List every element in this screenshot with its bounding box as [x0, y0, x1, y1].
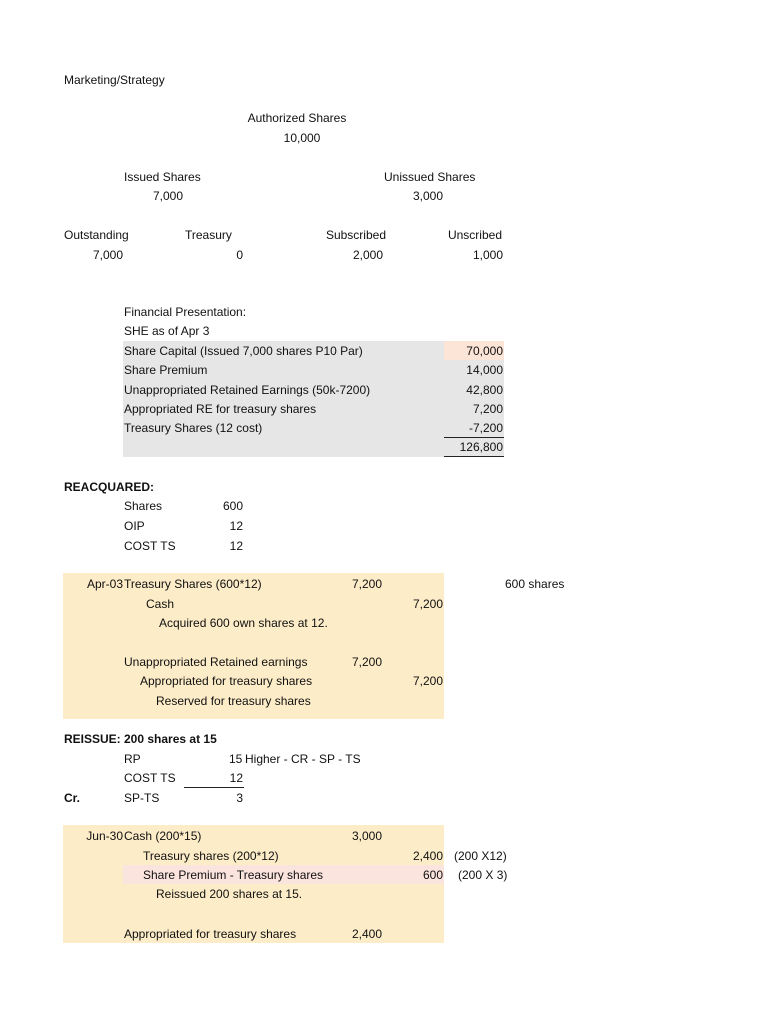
reissue-sp-value: 3: [236, 791, 243, 805]
journal3-debit-account: Cash (200*15): [124, 829, 202, 843]
outstanding-label: Outstanding: [64, 228, 129, 242]
journal1-note: 600 shares: [505, 577, 565, 591]
journal1-debit-account: Treasury Shares (600*12): [124, 577, 262, 591]
reissue-rp-value: 15: [229, 752, 243, 766]
journal2-debit-account: Unappropriated Retained earnings: [124, 655, 308, 669]
total-top-rule: [444, 437, 504, 438]
subscribed-value: 2,000: [352, 248, 383, 262]
total-bottom-rule: [444, 456, 504, 457]
presentation-subheading: SHE as of Apr 3: [124, 324, 210, 338]
journal1-credit-amount: 7,200: [412, 597, 443, 611]
journal3-date: Jun-30: [86, 829, 123, 843]
presentation-total: 126,800: [459, 440, 503, 454]
reissue-sp-label: SP-TS: [124, 791, 160, 805]
authorized-shares-label: Authorized Shares: [247, 111, 347, 125]
reissue-rp-note: Higher - CR - SP - TS: [245, 752, 361, 766]
journal4-debit-account: Appropriated for treasury shares: [124, 927, 297, 941]
reissue-heading: REISSUE: 200 shares at 15: [64, 732, 217, 746]
reacquired-cost-value: 12: [229, 539, 243, 553]
table-row-value: 7,200: [472, 402, 503, 416]
issued-shares-value: 7,000: [152, 189, 183, 203]
table-row-label: Treasury Shares (12 cost): [124, 421, 263, 435]
unscribed-label: Unscribed: [447, 228, 502, 242]
journal2-credit-amount: 7,200: [412, 674, 443, 688]
journal1-credit-account: Cash: [146, 597, 175, 611]
journal1-debit-amount: 7,200: [351, 577, 382, 591]
reacquired-oip-value: 12: [229, 519, 243, 533]
table-row-label: Appropriated RE for treasury shares: [124, 402, 317, 416]
reacquired-cost-label: COST TS: [124, 539, 176, 553]
journal3-explanation: Reissued 200 shares at 15.: [156, 887, 303, 901]
journal4-debit-amount: 2,400: [351, 927, 382, 941]
journal3-credit1-amount: 2,400: [412, 849, 443, 863]
journal3-credit1-account: Treasury shares (200*12): [143, 849, 279, 863]
presentation-heading: Financial Presentation:: [124, 305, 247, 319]
reissue-cost-value: 12: [229, 771, 243, 785]
table-row-label: Unappropriated Retained Earnings (50k-7200): [124, 383, 371, 397]
table-row-label: Share Premium: [124, 363, 208, 377]
reacquired-heading: REACQUARED:: [64, 480, 154, 494]
unscribed-value: 1,000: [472, 248, 503, 262]
table-row-value: 14,000: [466, 363, 503, 377]
treasury-label: Treasury: [185, 228, 232, 242]
unissued-shares-value: 3,000: [412, 189, 443, 203]
page-title: Marketing/Strategy: [64, 73, 165, 87]
treasury-value: 0: [236, 248, 243, 262]
subscribed-label: Subscribed: [325, 228, 386, 242]
table-row-label: Share Capital (Issued 7,000 shares P10 Par): [124, 344, 363, 358]
authorized-shares-value: 10,000: [283, 131, 321, 145]
journal3-credit2-amount: 600: [422, 868, 443, 882]
reacquired-shares-label: Shares: [124, 499, 163, 513]
journal3-credit2-account: Share Premium - Treasury shares: [143, 868, 324, 882]
table-row-value: 70,000: [466, 344, 503, 358]
reissue-cr-label: Cr.: [64, 791, 81, 805]
journal3-credit1-note: (200 X12): [454, 849, 507, 863]
reacquired-shares-value: 600: [222, 499, 243, 513]
journal3-debit-amount: 3,000: [351, 829, 382, 843]
unissued-shares-label: Unissued Shares: [384, 170, 476, 184]
journal2-explanation: Reserved for treasury shares: [156, 694, 311, 708]
journal1-explanation: Acquired 600 own shares at 12.: [159, 616, 328, 630]
reissue-rp-label: RP: [124, 752, 141, 766]
reacquired-oip-label: OIP: [124, 519, 145, 533]
journal1-date: Apr-03: [86, 577, 123, 591]
table-row-value: -7,200: [468, 421, 503, 435]
journal2-debit-amount: 7,200: [351, 655, 382, 669]
reissue-cost-label: COST TS: [124, 771, 176, 785]
reissue-subtotal-rule: [184, 787, 244, 788]
journal2-credit-account: Appropriated for treasury shares: [140, 674, 313, 688]
issued-shares-label: Issued Shares: [124, 170, 201, 184]
table-row-value: 42,800: [466, 383, 503, 397]
outstanding-value: 7,000: [92, 248, 123, 262]
journal3-credit2-note: (200 X 3): [458, 868, 508, 882]
